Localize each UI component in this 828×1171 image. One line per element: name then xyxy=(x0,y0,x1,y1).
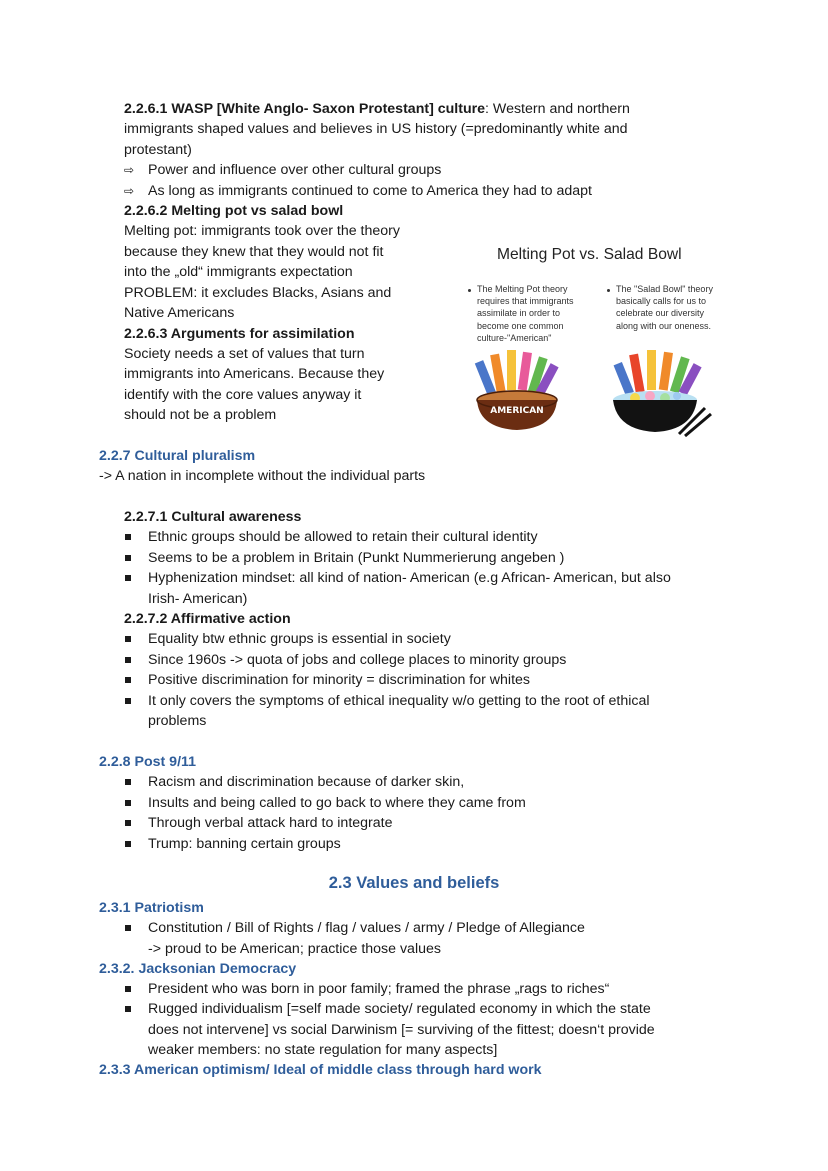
figure-bullet xyxy=(607,289,610,292)
list-item: Insults and being called to go back to where they came from xyxy=(148,795,526,811)
list-item: Ethnic groups should be allowed to retain their cultural identity xyxy=(148,529,538,545)
melting-pot-line: into the „old“ immigrants expectation xyxy=(124,264,353,280)
cultural-awareness-heading: 2.2.7.1 Cultural awareness xyxy=(124,509,302,525)
post-911-heading: 2.2.8 Post 9/11 xyxy=(99,754,197,770)
figure-left-line: culture-"American" xyxy=(477,333,552,343)
cultural-pluralism-line: -> A nation in incomplete without the individual parts xyxy=(99,468,426,484)
bullet-icon xyxy=(125,575,131,581)
american-optimism-heading: 2.3.3 American optimism/ Ideal of middle class through hard work xyxy=(99,1062,542,1078)
assimilation-line: immigrants into Americans. Because they xyxy=(124,366,385,382)
figure-left-line: assimilate in order to xyxy=(477,308,561,318)
melting-pot-figure xyxy=(455,238,735,438)
list-item: Hyphenization mindset: all kind of nation- American (e.g African- American, but also xyxy=(148,570,671,586)
melting-pot-line: Melting pot: immigrants took over the theory xyxy=(124,223,400,239)
figure-right-line: along with our oneness. xyxy=(616,321,712,331)
bullet-icon xyxy=(125,555,131,561)
cultural-pluralism-heading: 2.2.7 Cultural pluralism xyxy=(99,448,256,464)
list-item: Constitution / Bill of Rights / flag / values / army / Pledge of Allegiance xyxy=(148,920,585,936)
list-item-continued: problems xyxy=(148,713,207,729)
list-item: President who was born in poor family; framed the phrase „rags to riches“ xyxy=(148,981,610,997)
list-item: Racism and discrimination because of darker skin, xyxy=(148,774,465,790)
bullet-icon xyxy=(125,698,131,704)
arrow-right-icon: ⇨ xyxy=(124,184,135,198)
bullet-icon xyxy=(125,841,131,847)
wasp-arrow-item: Power and influence over other cultural groups xyxy=(148,162,442,178)
list-item-continued: does not intervene] vs social Darwinism [= surviving of the fittest; doesn‘t provide xyxy=(148,1022,655,1038)
figure-left-line: become one common xyxy=(477,321,564,331)
salad-bowl-image xyxy=(605,348,715,440)
assimilation-line: should not be a problem xyxy=(124,407,277,423)
list-item: Seems to be a problem in Britain (Punkt Nummerierung angeben ) xyxy=(148,550,565,566)
list-item: Positive discrimination for minority = discrimination for whites xyxy=(148,672,531,688)
bullet-icon xyxy=(125,657,131,663)
list-item-continued: Irish- American) xyxy=(148,591,248,607)
list-item: Through verbal attack hard to integrate xyxy=(148,815,393,831)
jacksonian-democracy-heading: 2.3.2. Jacksonian Democracy xyxy=(99,961,297,977)
bullet-icon xyxy=(125,800,131,806)
values-beliefs-heading: 2.3 Values and beliefs xyxy=(328,874,500,892)
melting-pot-line: Native Americans xyxy=(124,305,235,321)
bullet-icon xyxy=(125,1006,131,1012)
list-item: Rugged individualism [=self made society/ regulated economy in which the state xyxy=(148,1001,651,1017)
bullet-icon xyxy=(125,986,131,992)
wasp-line-3: protestant) xyxy=(124,142,192,158)
wasp-line-1-rest: : Western and northern xyxy=(485,101,630,117)
bullet-icon xyxy=(125,636,131,642)
bullet-icon xyxy=(125,925,131,931)
list-item: Trump: banning certain groups xyxy=(148,836,341,852)
wasp-line-1 xyxy=(124,99,630,119)
bullet-icon xyxy=(125,677,131,683)
list-item: Since 1960s -> quota of jobs and college places to minority groups xyxy=(148,652,567,668)
wasp-line-2: immigrants shaped values and believes in US history (=predominantly white and xyxy=(124,121,628,137)
figure-left-line: The Melting Pot theory xyxy=(477,284,568,294)
assimilation-line: identify with the core values anyway it xyxy=(124,387,362,403)
list-item-continued: -> proud to be American; practice those values xyxy=(148,941,441,957)
melting-pot-image xyxy=(467,348,567,433)
bullet-icon xyxy=(125,779,131,785)
figure-right-line: basically calls for us to xyxy=(616,296,707,306)
list-item: It only covers the symptoms of ethical inequality w/o getting to the root of ethical xyxy=(148,693,650,709)
assimilation-heading: 2.2.6.3 Arguments for assimilation xyxy=(124,326,355,342)
bullet-icon xyxy=(125,534,131,540)
figure-right-line: The "Salad Bowl" theory xyxy=(616,284,713,294)
salad-bowl-strips xyxy=(614,350,702,396)
pot-label: AMERICAN xyxy=(490,406,544,416)
figure-bullet xyxy=(468,289,471,292)
list-item-continued: weaker members: no state regulation for many aspects] xyxy=(148,1042,498,1058)
affirmative-action-heading: 2.2.7.2 Affirmative action xyxy=(124,611,291,627)
melting-pot-line: PROBLEM: it excludes Blacks, Asians and xyxy=(124,285,392,301)
melting-pot-heading: 2.2.6.2 Melting pot vs salad bowl xyxy=(124,203,344,219)
figure-right-line: celebrate our diversity xyxy=(616,308,705,318)
wasp-heading: 2.2.6.1 WASP [White Anglo- Saxon Protestant] culture xyxy=(124,101,486,117)
melting-pot-strips xyxy=(475,350,559,396)
figure-left-line: requires that immigrants xyxy=(477,296,574,306)
wasp-arrow-item: As long as immigrants continued to come to America they had to adapt xyxy=(148,183,592,199)
figure-title: Melting Pot vs. Salad Bowl xyxy=(497,246,682,263)
list-item: Equality btw ethnic groups is essential in society xyxy=(148,631,451,647)
melting-pot-line: because they knew that they would not fit xyxy=(124,244,384,260)
bullet-icon xyxy=(125,820,131,826)
arrow-right-icon: ⇨ xyxy=(124,163,135,177)
patriotism-heading: 2.3.1 Patriotism xyxy=(99,900,204,916)
assimilation-line: Society needs a set of values that turn xyxy=(124,346,365,362)
